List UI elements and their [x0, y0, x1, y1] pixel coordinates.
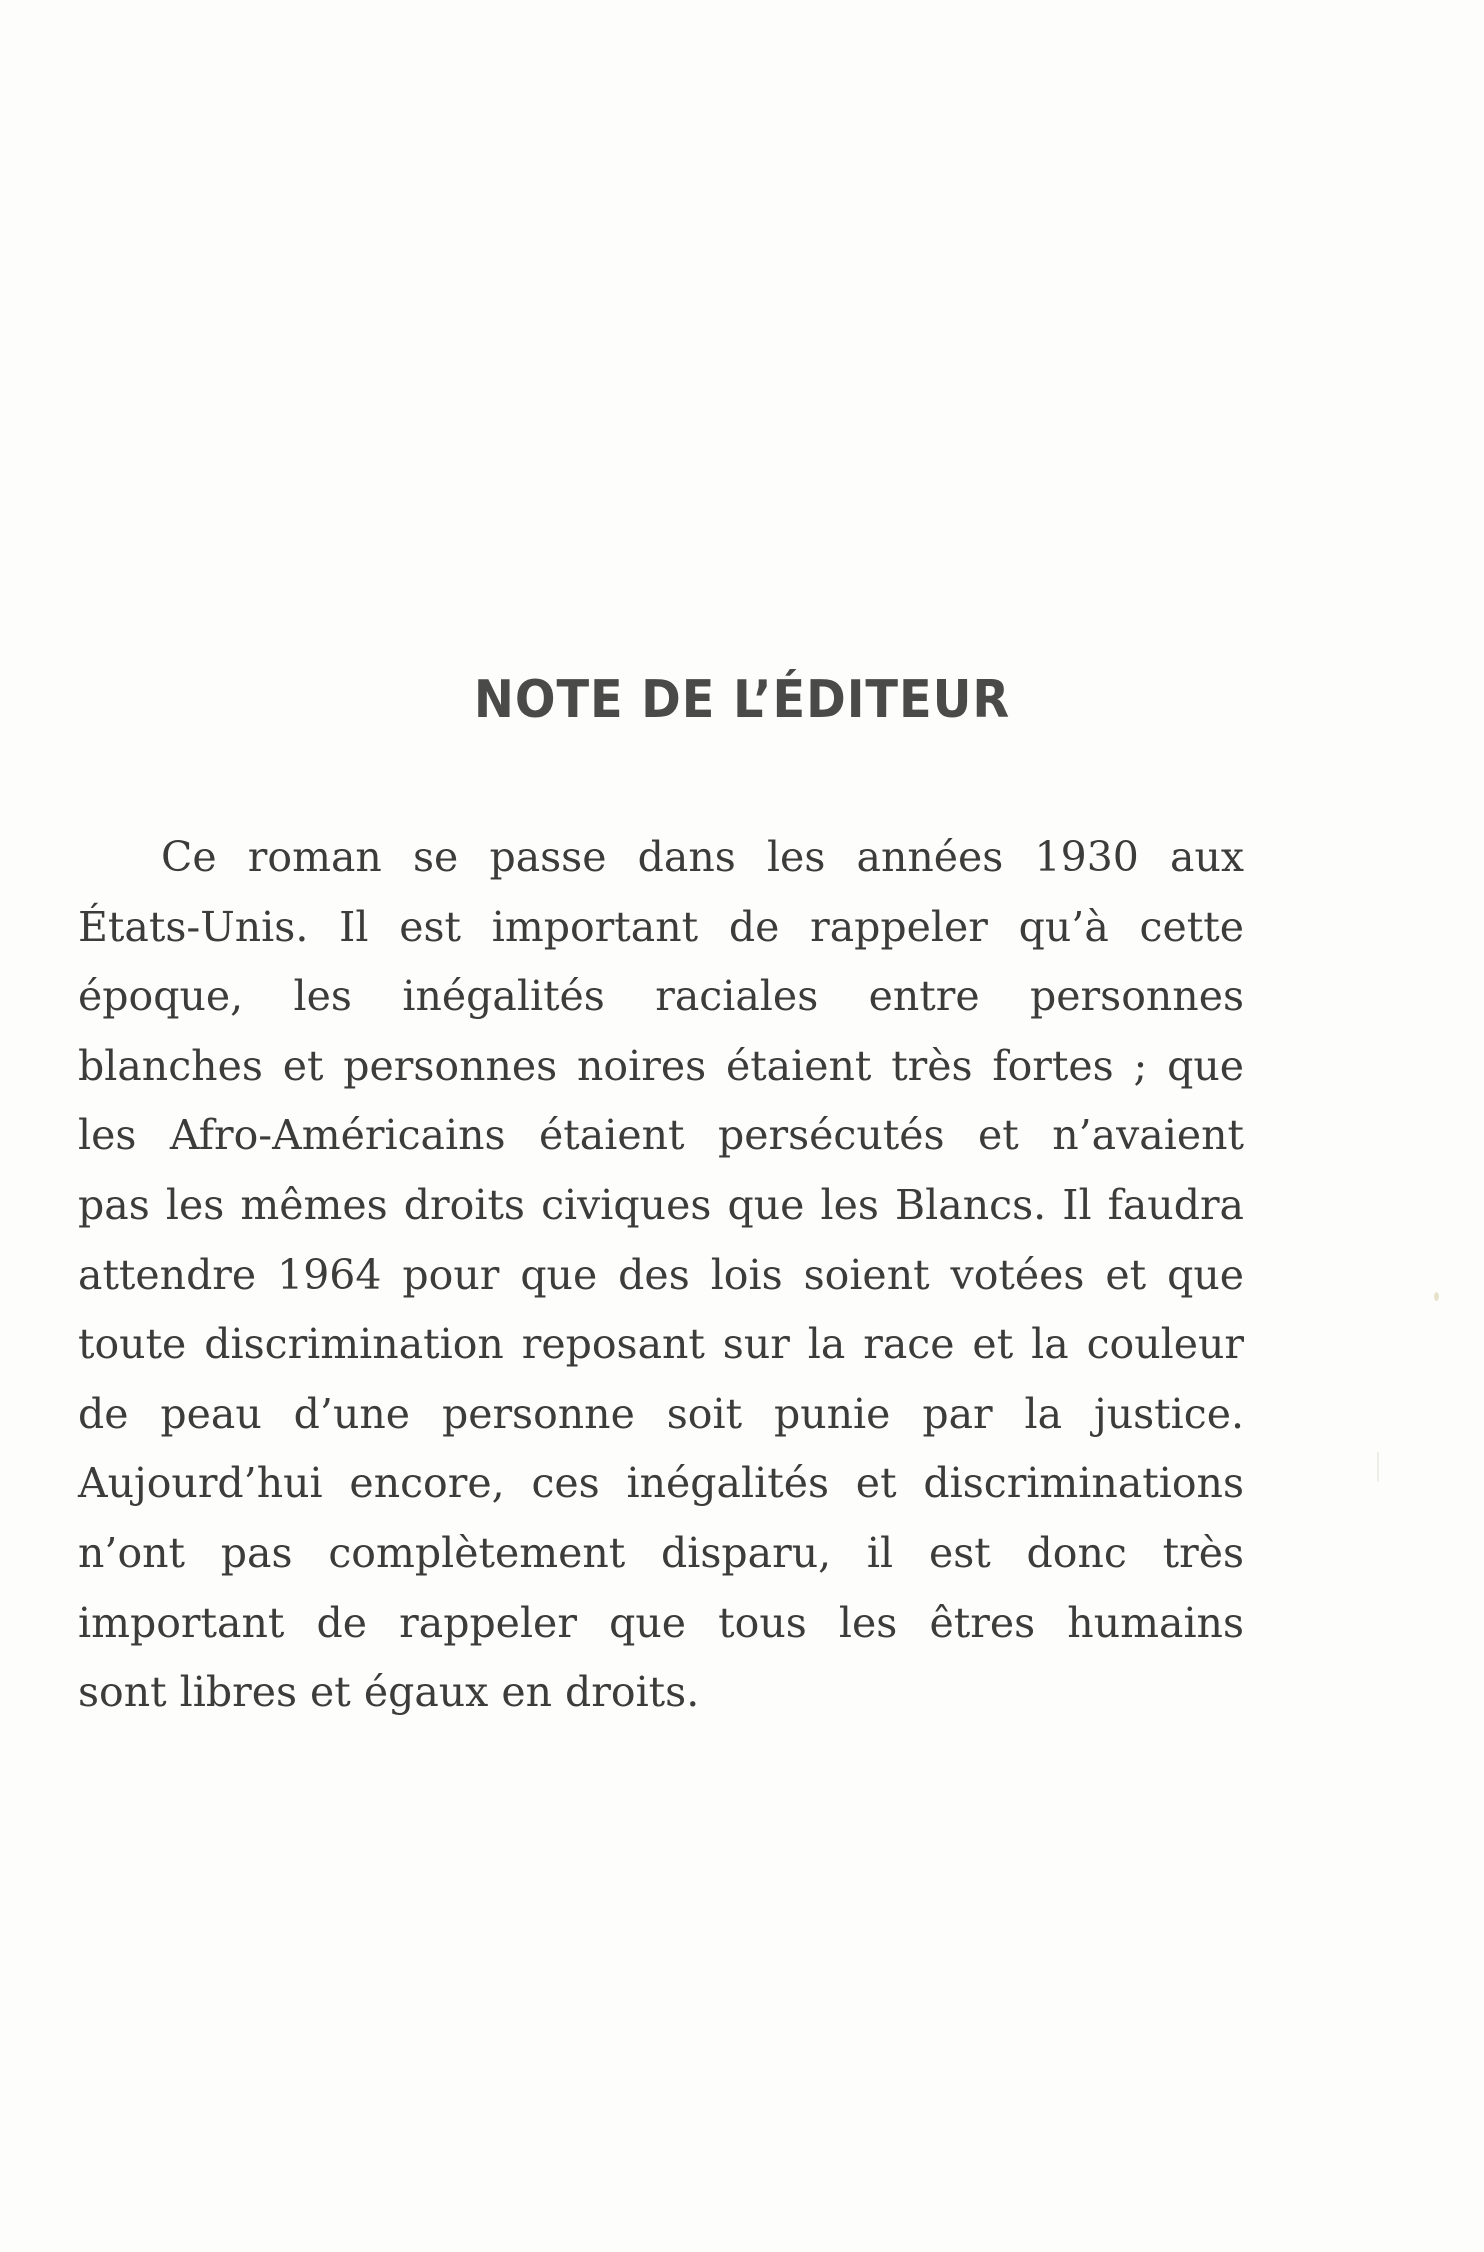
scan-speck — [1377, 1452, 1379, 1482]
paragraph-line: toute discrimination reposant sur la race et la couleur — [78, 1320, 1244, 1369]
paragraph-line: de peau d’une personne soit punie par la justice. — [78, 1389, 1244, 1438]
paragraph-line: les Afro-Américains étaient persécutés et n’avaient — [78, 1111, 1244, 1160]
page-heading: NOTE DE L’ÉDITEUR — [473, 670, 1011, 730]
paragraph-line: pas les mêmes droits civiques que les Blancs. Il faudra — [78, 1180, 1244, 1229]
scan-speck — [1434, 1292, 1439, 1301]
editor-note-paragraph — [78, 823, 1244, 1728]
paragraph-line: important de rappeler que tous les êtres humains — [78, 1598, 1244, 1647]
paragraph-line: États-Unis. Il est important de rappeler qu’à cette — [78, 902, 1244, 951]
paragraph-line: n’ont pas complètement disparu, il est donc très — [78, 1528, 1244, 1577]
paragraph-line: Ce roman se passe dans les années 1930 aux — [161, 833, 1244, 881]
paragraph-line: Aujourd’hui encore, ces inégalités et discriminations — [78, 1459, 1244, 1508]
paragraph-line: blanches et personnes noires étaient très fortes ; que — [78, 1041, 1244, 1090]
paragraph-line: époque, les inégalités raciales entre personnes — [78, 972, 1244, 1021]
paragraph-line: sont libres et égaux en droits. — [78, 1668, 700, 1717]
paragraph-line: attendre 1964 pour que des lois soient votées et que — [78, 1250, 1244, 1299]
